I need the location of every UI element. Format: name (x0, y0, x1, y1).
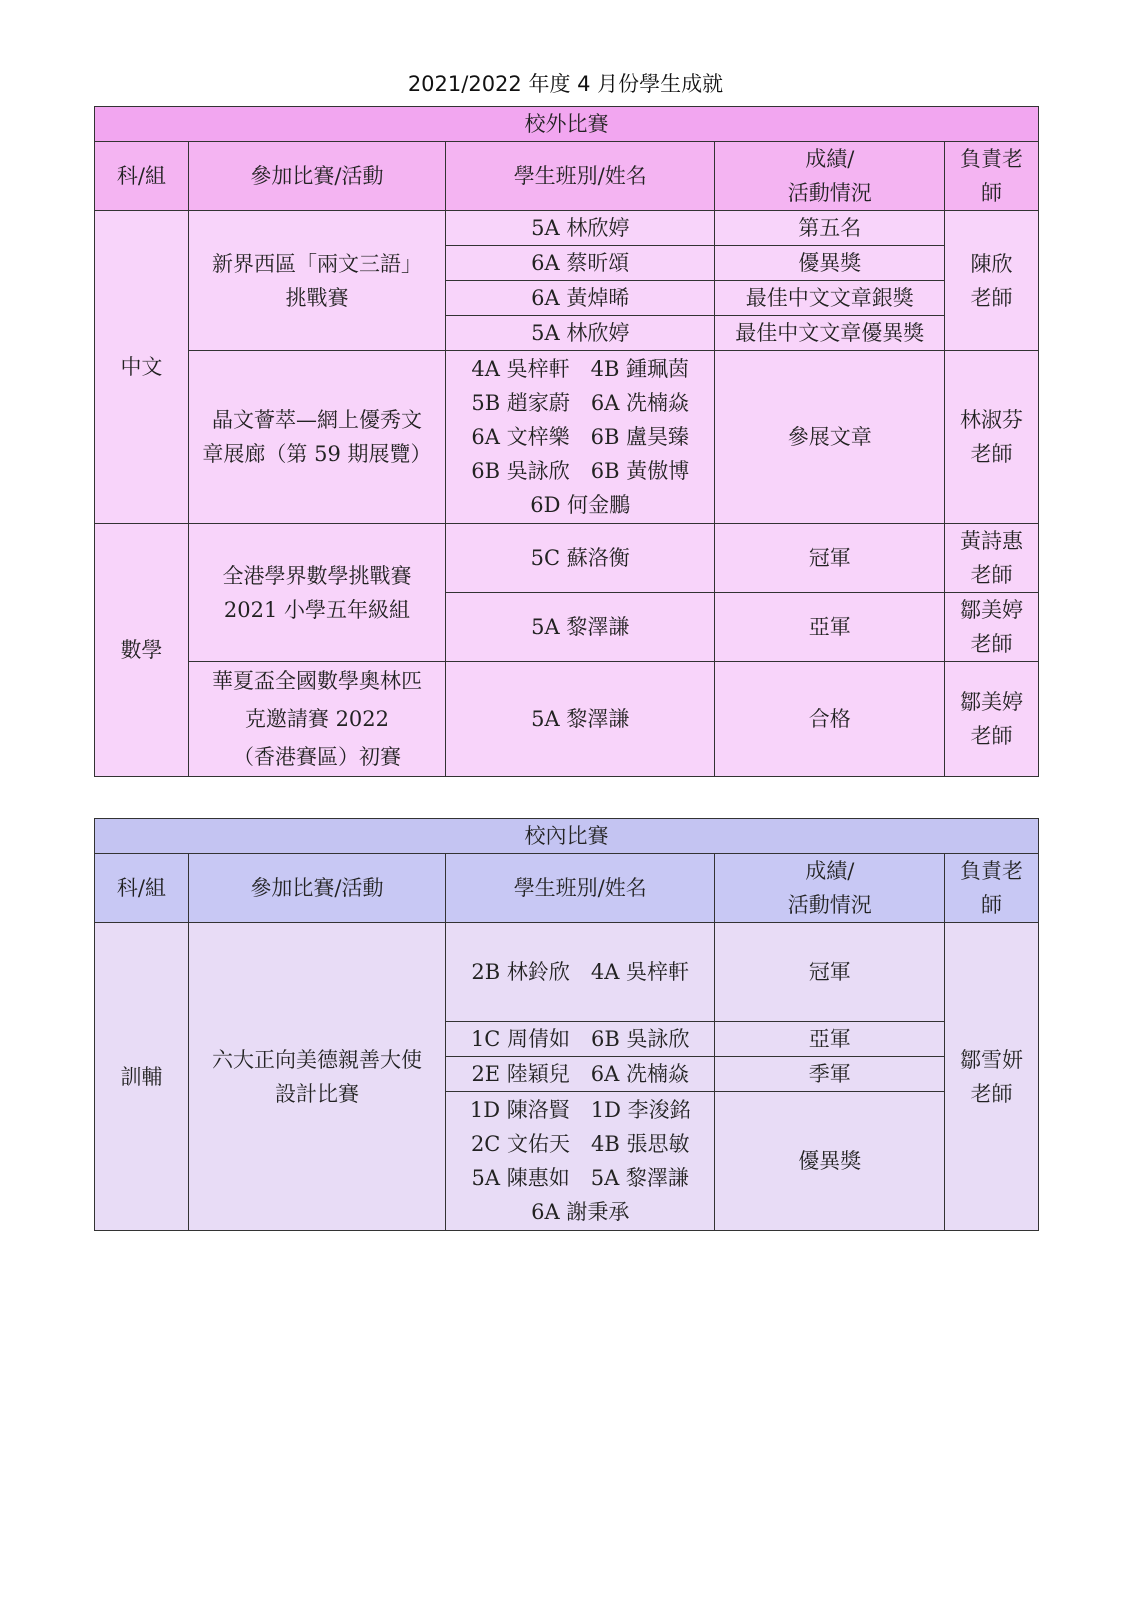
student-cell: 5C 蘇洛衡 (446, 524, 715, 593)
header-students: 學生班別/姓名 (446, 854, 715, 923)
result-cell: 亞軍 (715, 593, 945, 662)
teacher-cell: 鄒美婷 老師 (945, 662, 1039, 777)
header-result: 成績/ 活動情況 (715, 854, 945, 923)
result-cell: 冠軍 (715, 923, 945, 1022)
header-result: 成績/ 活動情況 (715, 142, 945, 211)
header-activity: 參加比賽/活動 (188, 142, 445, 211)
student-cell: 5A 黎澤謙 (446, 593, 715, 662)
student-cell: 2B 林鈴欣 4A 吳梓軒 (446, 923, 715, 1022)
internal-competitions-table (94, 818, 1039, 1231)
student-cell: 5A 黎澤謙 (446, 662, 715, 777)
external-competitions-table (94, 106, 1039, 777)
result-cell: 冠軍 (715, 524, 945, 593)
header-teacher: 負責老 師 (945, 854, 1039, 923)
teacher-cell: 鄒雪妍 老師 (945, 923, 1039, 1231)
header-teacher: 負責老 師 (945, 142, 1039, 211)
subject-cell-math: 數學 (95, 524, 189, 777)
student-list-cell: 4A 吳梓軒 4B 鍾珮茵 5B 趙家蔚 6A 冼楠焱 6A 文梓樂 6B 盧昊臻 6B 吳詠欣 6B 黃傲博 6D 何金鵬 (446, 351, 715, 524)
result-cell: 最佳中文文章銀獎 (715, 281, 945, 316)
result-cell: 亞軍 (715, 1022, 945, 1057)
teacher-cell: 林淑芬 老師 (945, 351, 1039, 524)
table-title: 校外比賽 (95, 107, 1039, 142)
student-list-cell: 1D 陳洛賢 1D 李浚銘 2C 文佑天 4B 張思敏 5A 陳惠如 5A 黎澤謙 6A 謝秉承 (446, 1092, 715, 1231)
table-title: 校內比賽 (95, 819, 1039, 854)
subject-cell-chinese: 中文 (95, 211, 189, 524)
result-cell: 參展文章 (715, 351, 945, 524)
header-subject: 科/組 (95, 142, 189, 211)
activity-cell: 全港學界數學挑戰賽 2021 小學五年級組 (188, 524, 445, 662)
result-cell: 優異獎 (715, 1092, 945, 1231)
header-activity: 參加比賽/活動 (188, 854, 445, 923)
student-cell: 1C 周倩如 6B 吳詠欣 (446, 1022, 715, 1057)
result-cell: 最佳中文文章優異獎 (715, 316, 945, 351)
result-cell: 季軍 (715, 1057, 945, 1092)
student-cell: 5A 林欣婷 (446, 316, 715, 351)
activity-cell: 晶文薈萃—網上優秀文 章展廊（第 59 期展覽） (188, 351, 445, 524)
result-cell: 合格 (715, 662, 945, 777)
header-students: 學生班別/姓名 (446, 142, 715, 211)
activity-cell: 華夏盃全國數學奧林匹 克邀請賽 2022 （香港賽區）初賽 (188, 662, 445, 777)
subject-cell-guidance: 訓輔 (95, 923, 189, 1231)
activity-cell: 新界西區「兩文三語」 挑戰賽 (188, 211, 445, 351)
result-cell: 第五名 (715, 211, 945, 246)
teacher-cell: 陳欣 老師 (945, 211, 1039, 351)
teacher-cell: 鄒美婷 老師 (945, 593, 1039, 662)
student-cell: 2E 陸穎兒 6A 冼楠焱 (446, 1057, 715, 1092)
activity-cell: 六大正向美德親善大使 設計比賽 (188, 923, 445, 1231)
student-cell: 6A 蔡昕頌 (446, 246, 715, 281)
result-cell: 優異獎 (715, 246, 945, 281)
student-cell: 5A 林欣婷 (446, 211, 715, 246)
header-subject: 科/組 (95, 854, 189, 923)
page-title: 2021/2022 年度 4 月份學生成就 (407, 72, 724, 96)
student-cell: 6A 黃焯晞 (446, 281, 715, 316)
teacher-cell: 黃詩惠 老師 (945, 524, 1039, 593)
